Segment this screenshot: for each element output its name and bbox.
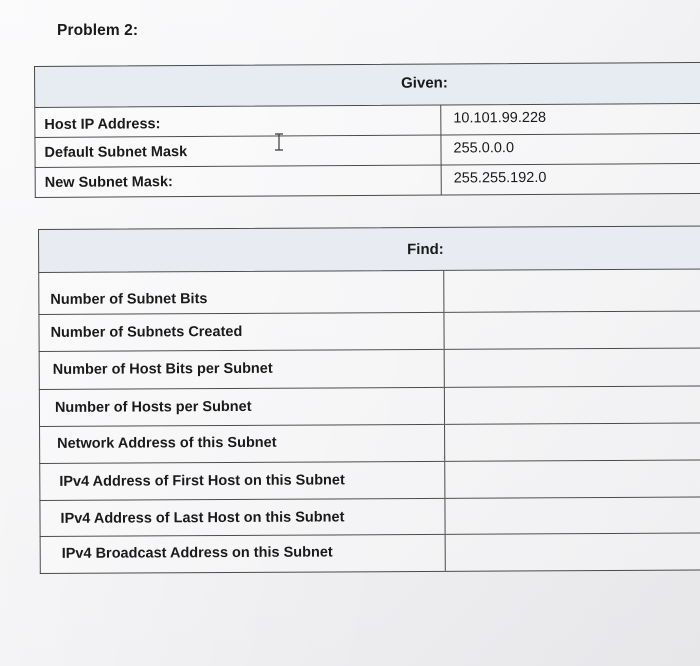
problem-title: Problem 2: (57, 22, 139, 39)
find-row-subnet-bits (38, 269, 700, 315)
find-row-label: Number of Hosts per Subnet (54, 398, 252, 416)
given-row-label: Host IP Address: (44, 116, 161, 133)
column-divider (440, 106, 441, 135)
column-divider (441, 166, 442, 195)
given-row-label: Default Subnet Mask (44, 144, 188, 161)
find-row-label: Number of Host Bits per Subnet (52, 360, 273, 378)
find-row-host-bits (39, 348, 700, 390)
find-row-first-host (39, 460, 700, 501)
find-table (38, 225, 700, 575)
find-row-hosts-per-subnet (39, 386, 700, 427)
find-row-last-host (39, 497, 700, 537)
find-row-network-address (39, 423, 700, 464)
given-row-new-mask (35, 164, 700, 198)
given-header-label: Given: (401, 74, 448, 92)
answer-cell[interactable] (445, 423, 700, 460)
answer-cell[interactable] (446, 533, 700, 570)
find-row-subnets-created (38, 311, 700, 352)
find-row-broadcast-address (40, 533, 700, 574)
given-row-value: 255.0.0.0 (453, 140, 515, 157)
find-header (38, 225, 700, 273)
answer-cell[interactable] (445, 497, 700, 533)
given-row-host-ip (34, 104, 700, 138)
given-row-label: New Subnet Mask: (44, 174, 173, 191)
given-header (34, 62, 700, 108)
answer-cell[interactable] (444, 311, 700, 348)
given-row-default-mask (34, 134, 700, 168)
find-row-label: Number of Subnet Bits (50, 291, 208, 308)
find-row-label: IPv4 Broadcast Address on this Subnet (61, 544, 333, 562)
given-table (34, 62, 700, 198)
given-row-value: 255.255.192.0 (453, 169, 547, 187)
given-row-value: 10.101.99.228 (453, 109, 547, 127)
find-row-label: IPv4 Address of Last Host on this Subnet (60, 509, 345, 527)
find-row-label: IPv4 Address of First Host on this Subnet (59, 472, 345, 490)
column-divider (440, 136, 441, 165)
answer-cell[interactable] (445, 348, 700, 386)
answer-cell[interactable] (445, 386, 700, 423)
find-row-label: Number of Subnets Created (50, 323, 243, 341)
text-cursor-icon (273, 133, 285, 151)
answer-cell[interactable] (445, 460, 700, 497)
find-row-label: Network Address of this Subnet (57, 434, 277, 452)
find-header-label: Find: (407, 240, 444, 259)
answer-cell[interactable] (444, 269, 700, 311)
